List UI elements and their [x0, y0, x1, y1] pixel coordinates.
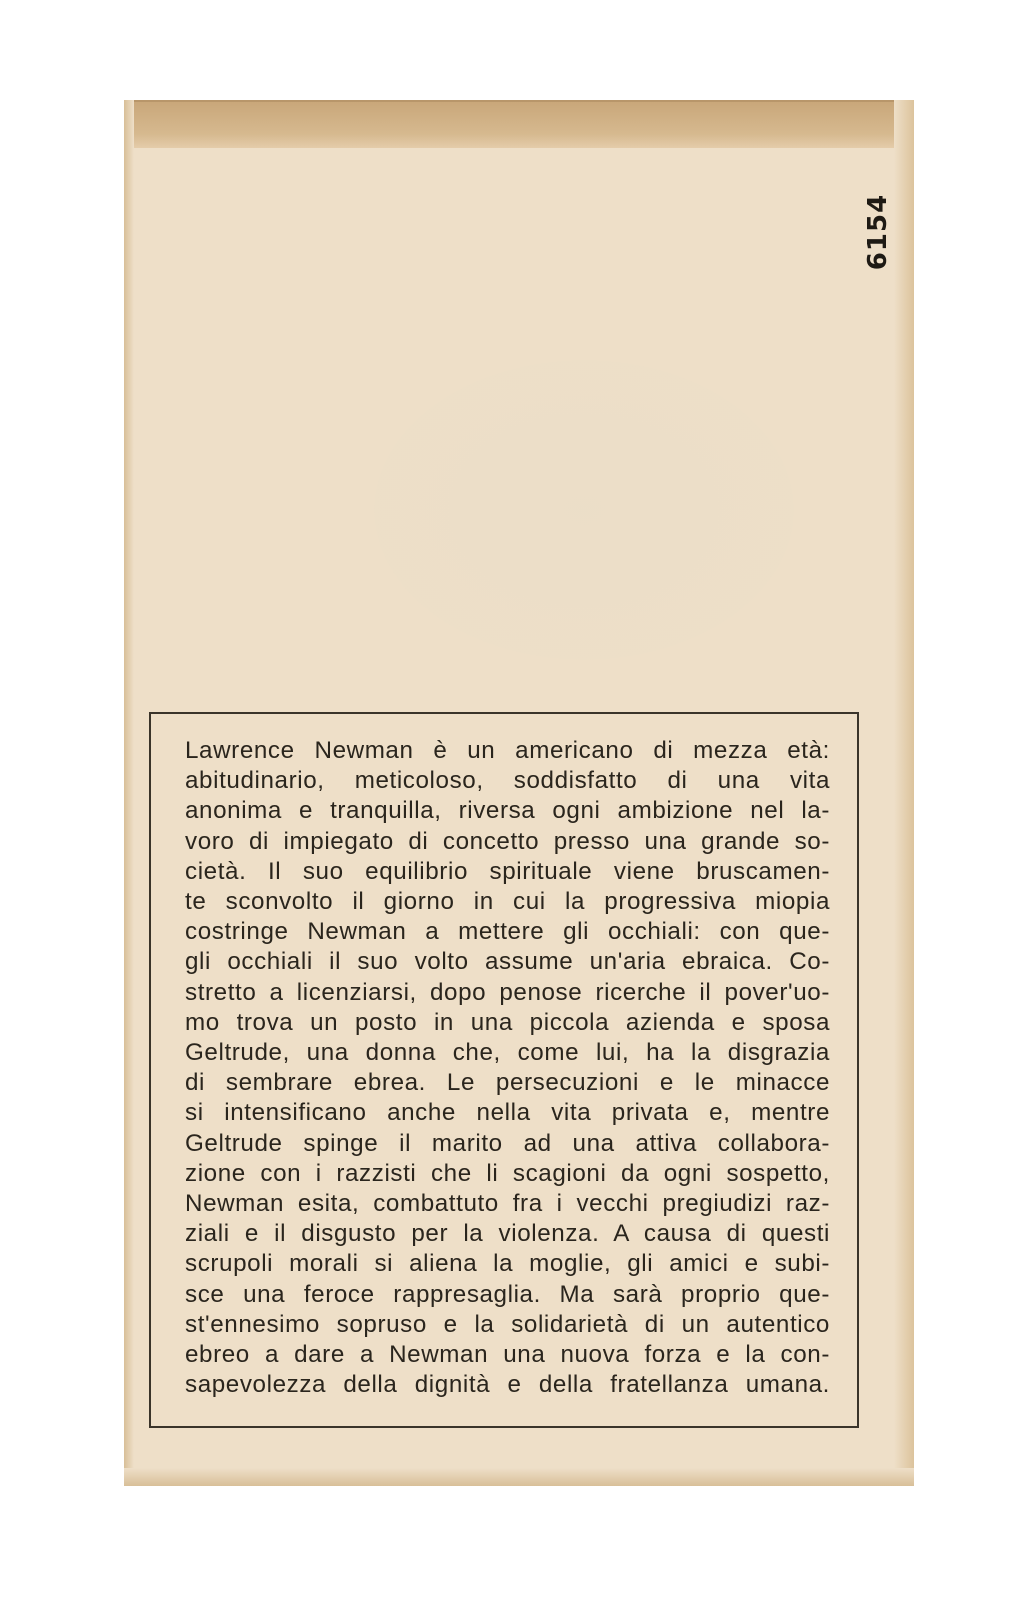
blurb-line: Geltrude spinge il marito ad una attiva collabora- [185, 1129, 830, 1157]
blurb-line: abitudinario, meticoloso, soddisfatto di una vita [185, 767, 830, 795]
blurb-line: scrupoli morali si aliena la moglie, gli amici e subi- [185, 1250, 830, 1278]
blurb-line: Newman esita, combattuto fra i vecchi pregiudizi raz- [185, 1190, 830, 1218]
cover-left-edge [124, 100, 134, 1486]
blurb-line: si intensificano anche nella vita privata e, mentre [185, 1099, 830, 1127]
blurb-box [149, 712, 859, 1428]
cover-top-edge [124, 100, 914, 148]
blurb-line: gli occhiali il suo volto assume un'aria ebraica. Co- [185, 948, 830, 976]
paper-stain [374, 360, 794, 660]
blurb-line: ebreo a dare a Newman una nuova forza e la con- [185, 1341, 830, 1369]
blurb-line: sapevolezza della dignità e della fratellanza umana. [185, 1371, 830, 1399]
blurb-line: te sconvolto il giorno in cui la progressiva miopia [185, 888, 830, 916]
blurb-line: Lawrence Newman è un americano di mezza età: [185, 737, 830, 764]
blurb-line: zione con i razzisti che li scagioni da ogni sospetto, [185, 1159, 830, 1187]
blurb-line: st'ennesimo sopruso e la solidarietà di un autentico [185, 1310, 830, 1338]
cover-right-edge [894, 100, 914, 1486]
blurb-line: voro di impiegato di concetto presso una grande so- [185, 827, 830, 855]
blurb-text [185, 736, 830, 1400]
cover-bottom-edge [124, 1468, 914, 1486]
blurb-line: ziali e il disgusto per la violenza. A causa di questi [185, 1220, 830, 1248]
blurb-line: anonima e tranquilla, riversa ogni ambizione nel la- [185, 797, 830, 825]
blurb-line: costringe Newman a mettere gli occhiali: con que- [185, 918, 830, 946]
blurb-line: cietà. Il suo equilibrio spirituale viene bruscamen- [185, 857, 830, 885]
blurb-line: sce una feroce rappresaglia. Ma sarà proprio que- [185, 1280, 830, 1308]
book-back-cover [124, 100, 914, 1486]
blurb-line: di sembrare ebrea. Le persecuzioni e le minacce [185, 1069, 830, 1097]
blurb-line: Geltrude, una donna che, come lui, ha la disgrazia [185, 1039, 830, 1067]
catalog-number: 6154 [863, 193, 893, 271]
blurb-line: mo trova un posto in una piccola azienda e sposa [185, 1008, 830, 1036]
blurb-line: stretto a licenziarsi, dopo penose ricerche il pover'uo- [185, 978, 830, 1006]
